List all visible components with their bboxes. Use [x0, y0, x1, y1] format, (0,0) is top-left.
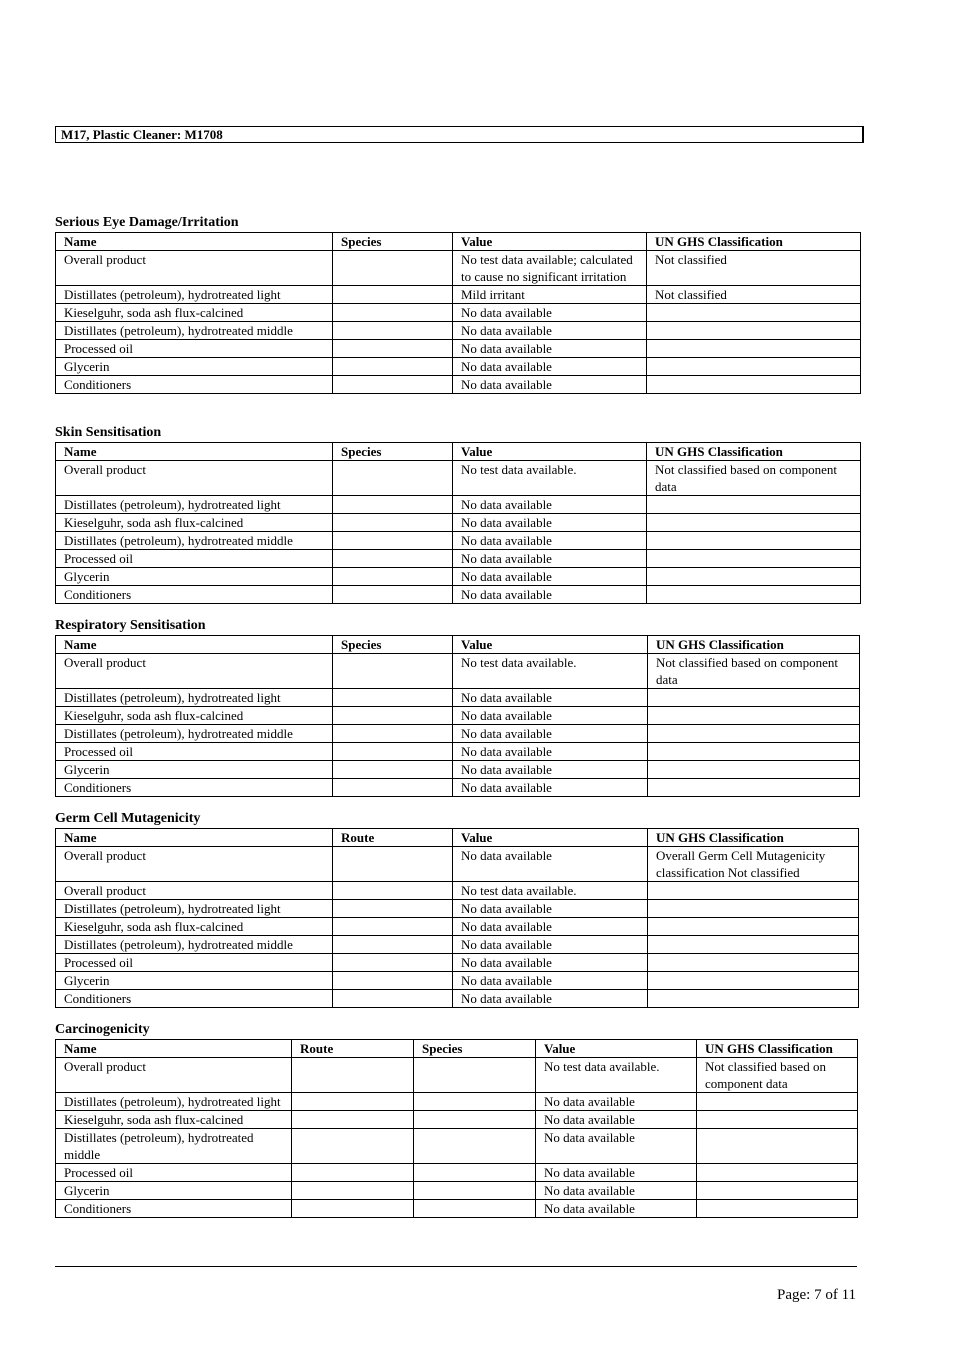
carcinogenicity-table [55, 1039, 858, 1218]
table-cell [647, 568, 861, 586]
table-cell: Conditioners [56, 779, 333, 797]
table-cell: Kieselguhr, soda ash flux-calcined [56, 304, 333, 322]
table-cell [333, 779, 453, 797]
table-cell [333, 918, 453, 936]
column-header: Species [333, 443, 453, 461]
table-row [56, 532, 861, 550]
table-cell [333, 358, 453, 376]
table-cell: No data available [453, 725, 648, 743]
table-row [56, 743, 860, 761]
table-row [56, 1129, 858, 1164]
table-cell: Overall Germ Cell Mutagenicity classification Not classified [648, 847, 859, 882]
section-germ-cell-mutagenicity [55, 811, 859, 1008]
table-cell [333, 936, 453, 954]
table-cell [648, 779, 860, 797]
table-cell: Glycerin [56, 568, 333, 586]
table-cell: Processed oil [56, 1164, 292, 1182]
table-cell: No data available [453, 586, 647, 604]
table-row [56, 761, 860, 779]
column-header: UN GHS Classification [647, 233, 861, 251]
table-cell [697, 1111, 858, 1129]
table-cell: Overall product [56, 847, 333, 882]
table-cell [333, 954, 453, 972]
table-cell [648, 918, 859, 936]
document-header-title: M17, Plastic Cleaner: M1708 [55, 126, 864, 143]
column-header: Species [333, 233, 453, 251]
table-row [56, 990, 859, 1008]
germ-cell-mutagenicity-table [55, 828, 859, 1008]
table-cell [333, 376, 453, 394]
table-row [56, 1058, 858, 1093]
table-cell [414, 1093, 536, 1111]
table-cell: No data available [453, 936, 648, 954]
table-cell: No test data available. [453, 654, 648, 689]
table-cell: Overall product [56, 654, 333, 689]
table-row [56, 340, 861, 358]
table-row [56, 689, 860, 707]
table-cell [647, 550, 861, 568]
table-cell [648, 882, 859, 900]
section-title: Germ Cell Mutagenicity [55, 811, 201, 826]
table-cell [697, 1182, 858, 1200]
table-cell [647, 358, 861, 376]
table-cell: No data available [453, 761, 648, 779]
table-row [56, 847, 859, 882]
table-cell: Distillates (petroleum), hydrotreated light [56, 1093, 292, 1111]
table-cell [333, 847, 453, 882]
table-cell [333, 568, 453, 586]
column-header: Species [333, 636, 453, 654]
table-cell [647, 322, 861, 340]
table-cell: Distillates (petroleum), hydrotreated light [56, 900, 333, 918]
section-respiratory-sensitisation [55, 618, 860, 797]
table-row [56, 725, 860, 743]
table-cell [333, 743, 453, 761]
column-header: Route [292, 1040, 414, 1058]
column-header: UN GHS Classification [697, 1040, 858, 1058]
table-cell [292, 1182, 414, 1200]
table-cell [647, 496, 861, 514]
section-title: Skin Sensitisation [55, 425, 162, 440]
column-header: Name [56, 1040, 292, 1058]
table-cell [292, 1164, 414, 1182]
table-cell: No data available [536, 1200, 697, 1218]
table-cell [648, 900, 859, 918]
table-cell [333, 461, 453, 496]
table-cell: No data available [453, 550, 647, 568]
table-cell: Distillates (petroleum), hydrotreated middle [56, 1129, 292, 1164]
table-cell [333, 532, 453, 550]
table-cell: No data available [536, 1111, 697, 1129]
table-cell: No data available [453, 707, 648, 725]
table-row [56, 900, 859, 918]
column-header: Name [56, 443, 333, 461]
table-cell [414, 1058, 536, 1093]
table-cell: No data available [453, 779, 648, 797]
table-cell: Processed oil [56, 550, 333, 568]
table-cell: Processed oil [56, 743, 333, 761]
table-cell: No data available [453, 954, 648, 972]
table-cell [648, 954, 859, 972]
table-header-row [56, 233, 861, 251]
table-cell [647, 376, 861, 394]
table-cell [648, 761, 860, 779]
table-cell: No data available [453, 376, 647, 394]
table-cell [414, 1129, 536, 1164]
table-cell: Distillates (petroleum), hydrotreated middle [56, 936, 333, 954]
table-cell: No data available [453, 568, 647, 586]
table-cell [647, 586, 861, 604]
column-header: Value [453, 636, 648, 654]
table-cell: No data available [453, 743, 648, 761]
table-cell [647, 514, 861, 532]
table-cell [333, 654, 453, 689]
table-cell [292, 1058, 414, 1093]
column-header: UN GHS Classification [647, 443, 861, 461]
table-cell: Overall product [56, 882, 333, 900]
table-cell [648, 725, 860, 743]
table-row [56, 779, 860, 797]
table-header-row [56, 443, 861, 461]
table-cell [333, 251, 453, 286]
table-cell: Distillates (petroleum), hydrotreated light [56, 689, 333, 707]
table-cell: No data available [453, 304, 647, 322]
table-cell [414, 1182, 536, 1200]
table-cell: No data available [536, 1093, 697, 1111]
table-cell [414, 1164, 536, 1182]
table-row [56, 936, 859, 954]
table-cell [333, 972, 453, 990]
table-cell [333, 990, 453, 1008]
table-cell [697, 1164, 858, 1182]
table-cell [292, 1093, 414, 1111]
table-cell [333, 900, 453, 918]
table-cell: No data available [453, 358, 647, 376]
table-cell: No test data available. [536, 1058, 697, 1093]
table-cell: No data available [453, 900, 648, 918]
table-row [56, 322, 861, 340]
table-cell: Glycerin [56, 358, 333, 376]
table-header-row [56, 636, 860, 654]
table-cell: No test data available; calculated to cause no significant irritation [453, 251, 647, 286]
table-cell [697, 1093, 858, 1111]
table-row [56, 251, 861, 286]
table-cell: Distillates (petroleum), hydrotreated middle [56, 532, 333, 550]
table-cell: Glycerin [56, 761, 333, 779]
table-cell: Not classified based on component data [697, 1058, 858, 1093]
table-cell: Not classified [647, 251, 861, 286]
table-cell: No data available [453, 322, 647, 340]
table-cell: No data available [536, 1129, 697, 1164]
table-row [56, 568, 861, 586]
table-cell: Processed oil [56, 954, 333, 972]
table-cell [292, 1129, 414, 1164]
table-row [56, 954, 859, 972]
table-cell: No data available [453, 532, 647, 550]
page-number: Page: 7 of 11 [777, 1287, 857, 1303]
table-cell: Kieselguhr, soda ash flux-calcined [56, 707, 333, 725]
table-cell: Conditioners [56, 990, 333, 1008]
table-cell [697, 1129, 858, 1164]
table-cell: Distillates (petroleum), hydrotreated middle [56, 725, 333, 743]
table-cell: Overall product [56, 1058, 292, 1093]
table-cell: No test data available. [453, 882, 648, 900]
table-cell: Conditioners [56, 376, 333, 394]
table-cell [333, 707, 453, 725]
table-cell: No data available [453, 972, 648, 990]
table-row [56, 358, 861, 376]
table-cell: No data available [536, 1182, 697, 1200]
table-cell [333, 496, 453, 514]
table-cell: No data available [453, 847, 648, 882]
table-cell: No test data available. [453, 461, 647, 496]
table-cell: Conditioners [56, 586, 333, 604]
table-cell [333, 286, 453, 304]
table-cell: Overall product [56, 251, 333, 286]
table-cell [333, 725, 453, 743]
table-row [56, 304, 861, 322]
table-row [56, 550, 861, 568]
table-cell: Mild irritant [453, 286, 647, 304]
table-row [56, 707, 860, 725]
table-cell: Not classified [647, 286, 861, 304]
table-cell [648, 936, 859, 954]
section-eye-irritation [55, 215, 861, 394]
table-cell [333, 550, 453, 568]
column-header: Value [536, 1040, 697, 1058]
table-header-row [56, 1040, 858, 1058]
eye-irritation-table [55, 232, 861, 394]
column-header: Name [56, 233, 333, 251]
table-cell: No data available [453, 990, 648, 1008]
table-cell: Kieselguhr, soda ash flux-calcined [56, 918, 333, 936]
table-cell [648, 743, 860, 761]
table-cell [648, 689, 860, 707]
table-cell [647, 304, 861, 322]
table-cell: Glycerin [56, 1182, 292, 1200]
column-header: UN GHS Classification [648, 636, 860, 654]
table-cell [292, 1200, 414, 1218]
table-cell [333, 882, 453, 900]
table-cell: No data available [453, 340, 647, 358]
table-row [56, 514, 861, 532]
table-row [56, 918, 859, 936]
table-cell: Conditioners [56, 1200, 292, 1218]
table-cell: Not classified based on component data [648, 654, 860, 689]
table-cell: No data available [453, 689, 648, 707]
table-cell: Distillates (petroleum), hydrotreated light [56, 286, 333, 304]
table-cell [648, 990, 859, 1008]
table-cell [333, 514, 453, 532]
table-row [56, 586, 861, 604]
table-row [56, 496, 861, 514]
table-cell [648, 707, 860, 725]
table-cell: No data available [536, 1164, 697, 1182]
table-cell [647, 340, 861, 358]
table-cell: No data available [453, 496, 647, 514]
section-title: Carcinogenicity [55, 1022, 150, 1037]
table-row [56, 1182, 858, 1200]
table-cell: Glycerin [56, 972, 333, 990]
table-cell: Distillates (petroleum), hydrotreated middle [56, 322, 333, 340]
table-row [56, 882, 859, 900]
section-skin-sensitisation [55, 425, 861, 604]
table-cell [648, 972, 859, 990]
table-cell: Processed oil [56, 340, 333, 358]
section-carcinogenicity [55, 1022, 858, 1218]
section-title: Respiratory Sensitisation [55, 618, 206, 633]
table-cell: Kieselguhr, soda ash flux-calcined [56, 514, 333, 532]
table-row [56, 376, 861, 394]
respiratory-sensitisation-table [55, 635, 860, 797]
table-row [56, 1164, 858, 1182]
table-cell [697, 1200, 858, 1218]
column-header: Species [414, 1040, 536, 1058]
table-cell [414, 1200, 536, 1218]
column-header: Value [453, 829, 648, 847]
table-cell [292, 1111, 414, 1129]
column-header: Value [453, 233, 647, 251]
table-cell: No data available [453, 918, 648, 936]
column-header: UN GHS Classification [648, 829, 859, 847]
section-title: Serious Eye Damage/Irritation [55, 215, 239, 230]
table-row [56, 972, 859, 990]
table-cell [333, 689, 453, 707]
column-header: Name [56, 829, 333, 847]
table-cell: Kieselguhr, soda ash flux-calcined [56, 1111, 292, 1129]
column-header: Route [333, 829, 453, 847]
column-header: Name [56, 636, 333, 654]
table-cell [333, 322, 453, 340]
table-cell: Distillates (petroleum), hydrotreated light [56, 496, 333, 514]
footer-divider [55, 1266, 857, 1267]
table-cell [647, 532, 861, 550]
table-cell [333, 340, 453, 358]
skin-sensitisation-table [55, 442, 861, 604]
column-header: Value [453, 443, 647, 461]
table-row [56, 1111, 858, 1129]
table-row [56, 461, 861, 496]
table-cell [333, 586, 453, 604]
table-cell: Not classified based on component data [647, 461, 861, 496]
table-cell [333, 304, 453, 322]
table-row [56, 654, 860, 689]
table-cell: Overall product [56, 461, 333, 496]
table-cell [333, 761, 453, 779]
table-row [56, 1093, 858, 1111]
table-header-row [56, 829, 859, 847]
table-cell: No data available [453, 514, 647, 532]
table-row [56, 1200, 858, 1218]
table-row [56, 286, 861, 304]
table-cell [414, 1111, 536, 1129]
